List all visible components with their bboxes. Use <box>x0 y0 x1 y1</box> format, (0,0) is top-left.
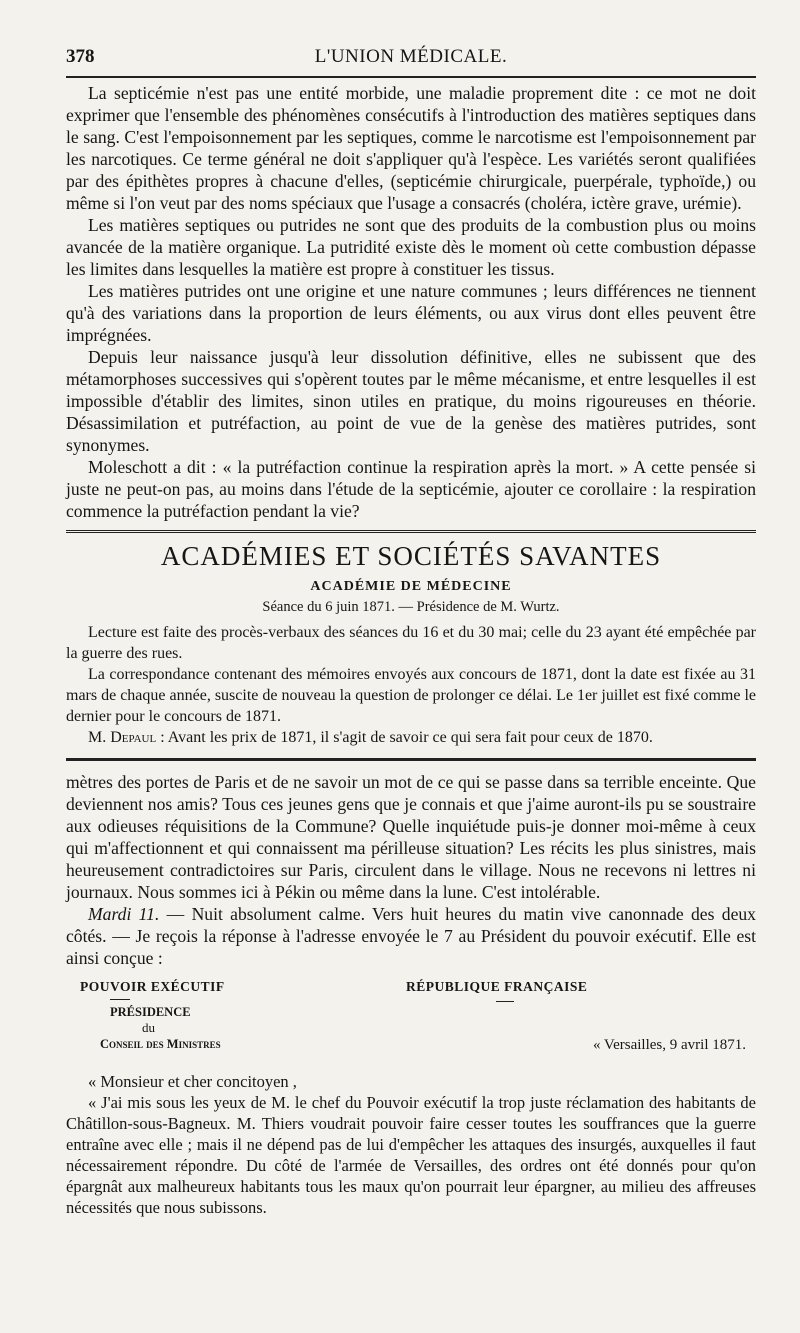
feuilleton-divider <box>66 758 756 761</box>
speaker-paragraph <box>66 727 756 748</box>
letter-body <box>66 1071 756 1218</box>
section-title: ACADÉMIES ET SOCIÉTÉS SAVANTES <box>160 541 662 571</box>
page-number: 378 <box>66 46 95 67</box>
article-paragraph: Les matières septiques ou putrides ne sont que des produits de la combustion plus ou moins avancée de la matière organique. La putridité existe dès le moment où cette combustion dépasse les limites dans lesquelles la matière est propre à constituer les tissus. <box>66 215 756 279</box>
speaker-text: : Avant les prix de 1871, il s'agit de savoir ce qui sera fait pour ceux de 1870. <box>156 729 653 746</box>
article-paragraph: Depuis leur naissance jusqu'à leur dissolution définitive, elles ne subissent que des métamorphoses successives qui s'opèrent toutes par le même mécanisme, et entre lesquelles il est impossible d'établir des limites, sinon utiles en pratique, du moins rigoureuses en théorie. Désassimilation et putréfaction, au point de vue de la genèse des matières putrides, sont synonymes. <box>66 347 756 455</box>
mardi-paragraph <box>66 903 756 969</box>
article-paragraph: Les matières putrides ont une origine et une nature communes ; leurs différences ne tiennent qu'à des variations dans la proportion de leurs éléments, ou aux virus dont elles peuvent être imprégnées. <box>66 281 756 345</box>
page-header <box>66 40 756 74</box>
mardi-label: Mardi 11. <box>88 904 160 924</box>
letterhead <box>66 979 756 1071</box>
letterhead-dash <box>496 1001 514 1002</box>
letterhead-left <box>80 979 280 1052</box>
letter-salutation: « Monsieur et cher concitoyen , <box>88 1072 297 1091</box>
mardi-text: — Nuit absolument calme. Vers huit heures du matin vive canonnade des deux côtés. — Je reçois la réponse à l'adresse envoyée le 7 au Président du pouvoir exécutif. Elle est ainsi conçue : <box>66 904 756 968</box>
feuilleton-section <box>66 771 756 1218</box>
letterhead-right <box>406 979 626 1002</box>
journal-page <box>66 40 756 1218</box>
section-divider <box>66 530 756 533</box>
header-rule <box>66 76 756 78</box>
academies-section <box>66 541 756 748</box>
letterhead-du: du <box>142 1020 155 1035</box>
letterhead-dash <box>110 999 130 1000</box>
article-paragraph: Moleschott a dit : « la putréfaction continue la respiration après la mort. » A cette pensée si juste ne peut-on pas, au moins dans l'étude de la septicémie, ajouter ce corollaire : la respiration commence la putréfaction pendant la vie? <box>66 457 756 521</box>
feuilleton-paragraph: mètres des portes de Paris et de ne savoir un mot de ce qui se passe dans sa terrible enceinte. Que deviennent nos amis? Tous ces jeunes gens que je connais et que j'aime auront-ils pu se soustraire aux odieuses réquisitions de la Commune? Quelle inquiétude puis-je donner moi-même à ceux qui m'affectionnent et qui connaissent ma périlleuse situation? Les récits les plus sinistres, mais heureusement contradictoires sur Paris, circulent dans le village. Nous ne recevons ni lettres ni journaux. Nous sommes ici à Pékin ou même dans la lune. C'est intolérable. <box>66 772 756 902</box>
letterhead-presidence: PRÉSIDENCE <box>110 1005 191 1019</box>
seance-line: Séance du 6 juin 1871. — Présidence de M. Wurtz. <box>262 599 560 615</box>
article-body <box>66 82 756 522</box>
letterhead-pouvoir: POUVOIR EXÉCUTIF <box>80 979 225 994</box>
academy-paragraph: Lecture est faite des procès-verbaux des séances du 16 et du 30 mai; celle du 23 ayant été empêchée par la guerre des rues. <box>66 624 756 662</box>
article-paragraph: La septicémie n'est pas une entité morbide, une maladie proprement dite : ce mot ne doit exprimer que l'ensemble des phénomènes consécutifs à l'introduction des matières septiques dans le sang. C'est l'empoisonnement par les septiques, comme le narcotisme est l'empoisonnement par les narcotiques. Ce terme général ne doit s'appliquer qu'à l'espèce. Les variétés seront qualifiées par des épithètes propres à chacune d'elles, (septicémie chirurgicale, puerpérale, typhoïde,) ou même si l'on veut par des noms spéciaux que l'usage a consacrés (choléra, ictère grave, urémie). <box>66 83 756 213</box>
letterhead-conseil: Conseil des Ministres <box>100 1037 221 1051</box>
letter-date: « Versailles, 9 avril 1871. <box>592 1037 746 1053</box>
letterhead-republique: RÉPUBLIQUE FRANÇAISE <box>406 979 588 994</box>
running-title: L'UNION MÉDICALE. <box>314 46 508 67</box>
academy-paragraph: La correspondance contenant des mémoires envoyés aux concours de 1871, dont la date est fixée au 31 mars de chaque année, suscite de nouveau la question de prolonger ce délai. Le 1er juillet est fixé comme le dernier pour le concours de 1871. <box>66 666 756 725</box>
academy-title: ACADÉMIE DE MÉDECINE <box>310 579 512 594</box>
speaker-name: M. Depaul <box>88 729 157 746</box>
letter-paragraph: « J'ai mis sous les yeux de M. le chef du Pouvoir exécutif la trop juste réclamation des habitants de Châtillon-sous-Bagneux. M. Thiers voudrait pouvoir faire cesser toutes les souffrances que la guerre entraîne avec elle ; mais il ne dépend pas de lui d'empêcher les attaques des insurgés, auxquelles il faut nécessairement répondre. Du côté de l'armée de Versailles, des ordres ont été donnés pour qu'on épargnât aux malheureux habitants tous les maux qu'on pourrait leur épargner, au milieu des affreuses nécessités que nous subissons. <box>66 1093 756 1217</box>
